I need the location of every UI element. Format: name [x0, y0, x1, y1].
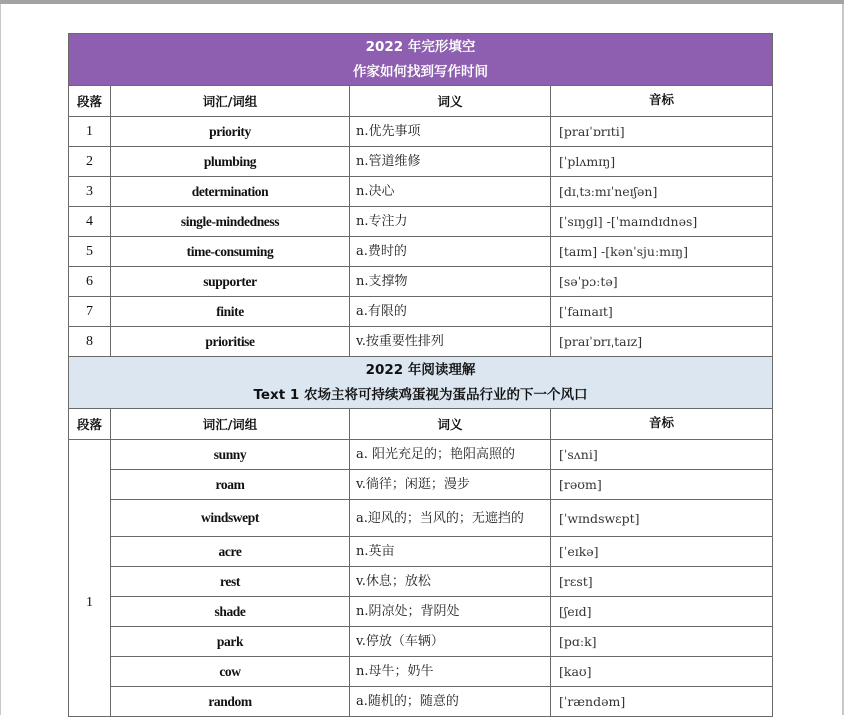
word-cell: random — [111, 687, 350, 717]
word-cell: sunny — [111, 440, 350, 470]
meaning-cell: a.费时的 — [350, 237, 551, 267]
phonetic-cell: [ˈrændəm] — [551, 687, 773, 717]
table-row — [69, 297, 773, 327]
section2-title-line2: Text 1 农场主将可持续鸡蛋视为蛋品行业的下一个风口 — [253, 386, 588, 403]
meaning-cell: a.随机的；随意的 — [350, 687, 551, 717]
header-phonetic: 音标 — [551, 409, 773, 440]
header-meaning: 词义 — [350, 409, 551, 440]
table-row — [69, 567, 773, 597]
word-cell: supporter — [111, 267, 350, 297]
word-cell: determination — [111, 177, 350, 207]
para-cell: 4 — [69, 207, 111, 237]
word-cell: single-mindedness — [111, 207, 350, 237]
meaning-cell: v.休息；放松 — [350, 567, 551, 597]
table-row — [69, 500, 773, 537]
header-phonetic: 音标 — [551, 86, 773, 117]
para-cell: 1 — [69, 440, 111, 717]
header-para: 段落 — [69, 409, 111, 440]
table-row — [69, 657, 773, 687]
meaning-cell: v.徜徉；闲逛；漫步 — [350, 470, 551, 500]
word-cell: time-consuming — [111, 237, 350, 267]
phonetic-cell: [ˈwɪndswɛpt] — [551, 500, 773, 537]
table-row — [69, 687, 773, 717]
table-row — [69, 537, 773, 567]
phonetic-cell: [ˈplʌmɪŋ] — [551, 147, 773, 177]
table-row — [69, 627, 773, 657]
table-row — [69, 237, 773, 267]
word-cell: priority — [111, 117, 350, 147]
table-row — [69, 267, 773, 297]
meaning-cell: n.母牛；奶牛 — [350, 657, 551, 687]
meaning-cell: n.决心 — [350, 177, 551, 207]
word-cell: prioritise — [111, 327, 350, 357]
phonetic-cell: [ˈsʌni] — [551, 440, 773, 470]
section1-title-row — [69, 34, 773, 86]
word-cell: finite — [111, 297, 350, 327]
table-row — [69, 597, 773, 627]
meaning-cell: n.专注力 — [350, 207, 551, 237]
word-cell: acre — [111, 537, 350, 567]
table-row — [69, 327, 773, 357]
word-cell: rest — [111, 567, 350, 597]
vocabulary-table — [68, 33, 773, 717]
word-cell: roam — [111, 470, 350, 500]
section2-title-line1: 2022 年阅读理解 — [365, 361, 476, 378]
para-cell: 7 — [69, 297, 111, 327]
table-row — [69, 117, 773, 147]
phonetic-cell: [kaʊ] — [551, 657, 773, 687]
phonetic-cell: [ʃeɪd] — [551, 597, 773, 627]
meaning-cell: a.有限的 — [350, 297, 551, 327]
table-row — [69, 177, 773, 207]
table-row — [69, 147, 773, 177]
section2-title — [69, 357, 773, 409]
word-cell: plumbing — [111, 147, 350, 177]
phonetic-cell: [taɪm] -[kənˈsjuːmɪŋ] — [551, 237, 773, 267]
header-para: 段落 — [69, 86, 111, 117]
section2-title-row — [69, 357, 773, 409]
para-cell: 2 — [69, 147, 111, 177]
phonetic-cell: [pɑːk] — [551, 627, 773, 657]
meaning-cell: n.阴凉处；背阴处 — [350, 597, 551, 627]
header-meaning: 词义 — [350, 86, 551, 117]
meaning-cell: n.支撑物 — [350, 267, 551, 297]
para-cell: 3 — [69, 177, 111, 207]
section1-title — [69, 34, 773, 86]
header-word: 词汇/词组 — [111, 86, 350, 117]
para-cell: 8 — [69, 327, 111, 357]
para-cell: 1 — [69, 117, 111, 147]
meaning-cell: n.优先事项 — [350, 117, 551, 147]
word-cell: park — [111, 627, 350, 657]
word-cell: windswept — [111, 500, 350, 537]
phonetic-cell: [ˈfaɪnaɪt] — [551, 297, 773, 327]
word-cell: shade — [111, 597, 350, 627]
meaning-cell: a. 阳光充足的；艳阳高照的 — [350, 440, 551, 470]
meaning-cell: v.按重要性排列 — [350, 327, 551, 357]
phonetic-cell: [praɪˈɒrɪti] — [551, 117, 773, 147]
section1-title-line1: 2022 年完形填空 — [365, 38, 476, 55]
phonetic-cell: [ˈeɪkə] — [551, 537, 773, 567]
table-row — [69, 470, 773, 500]
section1-header-row — [69, 86, 773, 117]
section2-header-row — [69, 409, 773, 440]
table-row — [69, 207, 773, 237]
phonetic-cell: [dɪˌtɜːmɪˈneɪʃən] — [551, 177, 773, 207]
meaning-cell: a.迎风的；当风的；无遮挡的 — [350, 500, 551, 537]
section1-title-line2: 作家如何找到写作时间 — [353, 63, 488, 80]
phonetic-cell: [ˈsɪŋgl] -[ˈmaɪndɪdnəs] — [551, 207, 773, 237]
phonetic-cell: [səˈpɔːtə] — [551, 267, 773, 297]
phonetic-cell: [praɪˈɒrɪˌtaɪz] — [551, 327, 773, 357]
meaning-cell: n.管道维修 — [350, 147, 551, 177]
phonetic-cell: [rəʊm] — [551, 470, 773, 500]
meaning-cell: n.英亩 — [350, 537, 551, 567]
meaning-cell: v.停放（车辆） — [350, 627, 551, 657]
para-cell: 5 — [69, 237, 111, 267]
table-row — [69, 440, 773, 470]
para-cell: 6 — [69, 267, 111, 297]
phonetic-cell: [rɛst] — [551, 567, 773, 597]
header-word: 词汇/词组 — [111, 409, 350, 440]
word-cell: cow — [111, 657, 350, 687]
